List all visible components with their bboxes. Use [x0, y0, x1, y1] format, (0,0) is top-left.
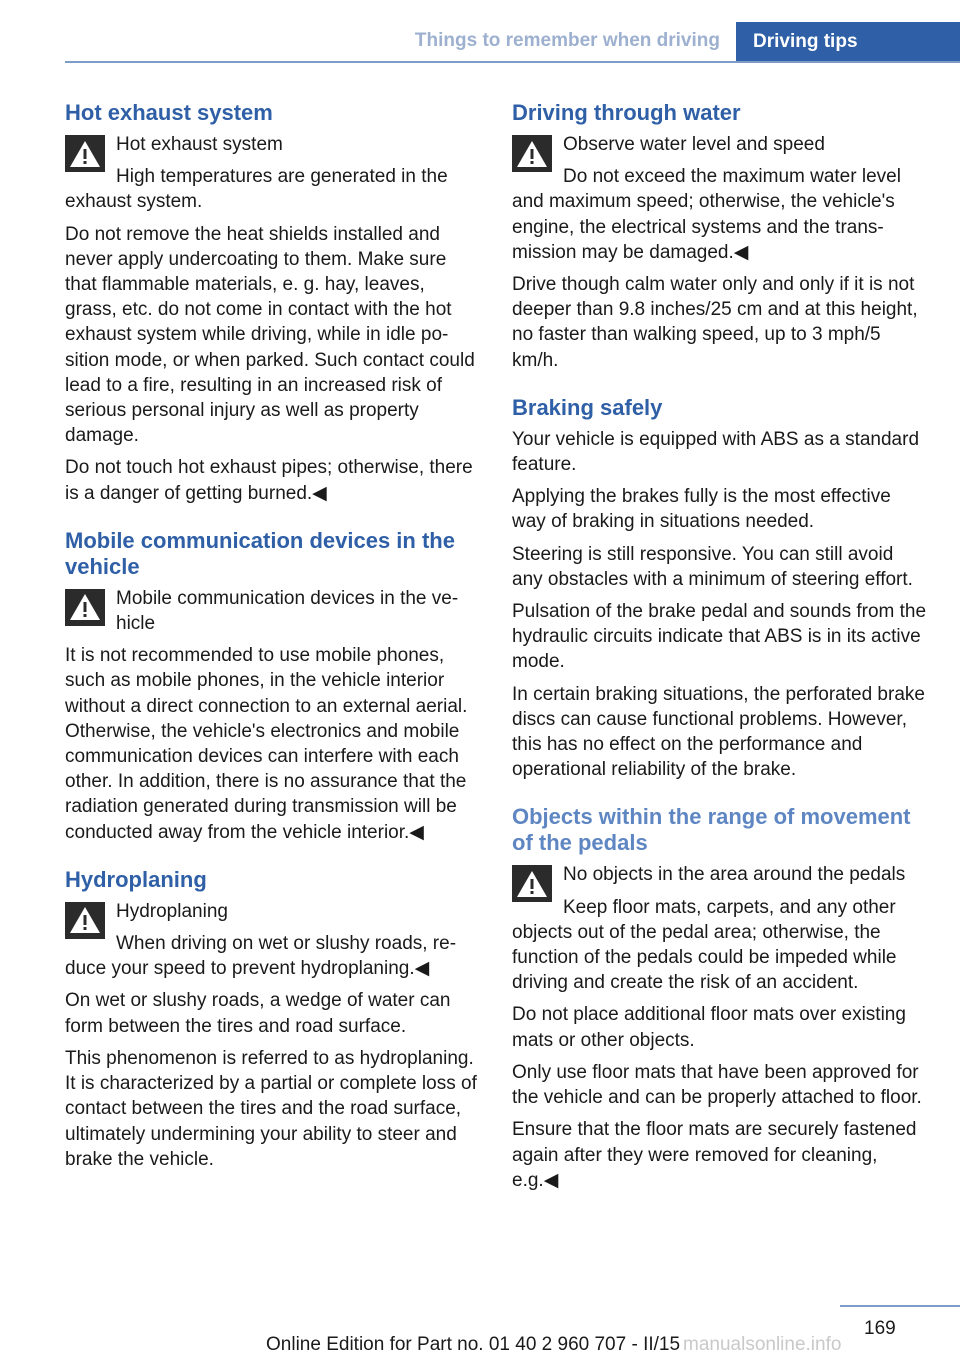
- header-rule: [65, 61, 960, 63]
- paragraph: In certain braking situations, the perforated brake discs can cause functional problems. However, this has no effect on the performance and operational reliability of the brake.: [512, 683, 925, 781]
- warning-title: Hydroplaning: [116, 900, 228, 922]
- section-driving-through-water: [512, 100, 927, 373]
- page-number: 169: [864, 1318, 896, 1339]
- warning-text: High temperatures are generated in the exhaust system.: [65, 166, 448, 213]
- heading-hydroplaning: Hydroplaning: [65, 866, 207, 892]
- section-pedals: [512, 804, 927, 1192]
- warning-triangle-icon: [65, 902, 105, 939]
- warning-title: Hot exhaust system: [116, 134, 283, 155]
- section-braking-safely: [512, 395, 927, 783]
- section-mobile-devices: [65, 528, 480, 845]
- warning-hot-exhaust: [65, 132, 480, 215]
- running-header-section: Things to remember when driving: [414, 30, 720, 51]
- warning-text: Do not exceed the maximum water level and maximum speed; otherwise, the vehicle's engine, the electrical systems and the transmission may be damaged.◀: [512, 166, 901, 263]
- paragraph: Only use floor mats that have been approved for the vehicle and can be properly attached to floor.: [512, 1061, 922, 1109]
- section-hydroplaning: [65, 867, 480, 1172]
- paragraph: Applying the brakes fully is the most effective way of braking in situations needed.: [512, 486, 891, 533]
- footer-rule: [840, 1305, 960, 1307]
- warning-triangle-icon: [512, 135, 552, 172]
- paragraph: Pulsation of the brake pedal and sounds from the hydraulic circuits indicate that ABS is in its active mode.: [512, 601, 927, 673]
- paragraph: Do not place additional floor mats over existing mats or other objects.: [512, 1004, 906, 1051]
- heading-driving-through-water: Driving through water: [512, 100, 741, 125]
- paragraph: Your vehicle is equipped with ABS as a standard feature.: [512, 428, 920, 476]
- warning-title: Mobile communication devices in the vehicle: [116, 587, 459, 635]
- heading-mobile-devices: Mobile communication devices in the vehicle: [65, 527, 455, 579]
- paragraph: This phenomenon is referred to as hydroplaning. It is characterized by a partial or complete loss of contact between the tires and the road surface, ultimately undermining your ability to steer and brake the vehicle.: [65, 1047, 477, 1170]
- warning-mobile-devices: [65, 586, 480, 636]
- heading-hot-exhaust: Hot exhaust system: [65, 100, 273, 125]
- right-column: [512, 100, 927, 1215]
- warning-water-level: [512, 132, 927, 265]
- section-hot-exhaust: [65, 100, 480, 506]
- warning-triangle-icon: [65, 135, 105, 172]
- warning-title: Observe water level and speed: [563, 134, 825, 155]
- paragraph: Do not touch hot exhaust pipes; otherwise, there is a danger of getting burned.◀: [65, 457, 473, 504]
- heading-braking-safely: Braking safely: [512, 394, 663, 420]
- paragraph: Steering is still responsive. You can still avoid any obstacles with a minimum of steering effort.: [512, 543, 913, 590]
- paragraph: Drive though calm water only and only if it is not deeper than 9.8 inches/25 cm and at this height, no faster than walking speed, up to 3 mph/5 km/h.: [512, 274, 918, 371]
- warning-triangle-icon: [65, 589, 105, 626]
- warning-triangle-icon: [512, 865, 552, 902]
- paragraph: It is not recommended to use mobile phones, such as mobile phones, in the vehicle interior without a direct connection to an external aerial. Otherwise, the vehicle's electronics and mobile communication devices can interfere with each other. In addition, there is no assurance that the radiation generated during transmission will be conducted away from the vehicle interior.◀: [65, 645, 468, 843]
- paragraph: Ensure that the floor mats are securely fastened again after they were removed for cleaning, e.g.◀: [512, 1119, 917, 1191]
- warning-hydroplaning: [65, 899, 480, 982]
- warning-text: When driving on wet or slushy roads, reduce your speed to prevent hydroplaning.◀: [65, 933, 457, 980]
- warning-title: No objects in the area around the pedals: [563, 864, 906, 886]
- running-header-tab: Driving tips: [736, 22, 960, 63]
- edition-line: Online Edition for Part no. 01 40 2 960 707 - II/15: [266, 1334, 681, 1355]
- paragraph: Do not remove the heat shields installed and never apply undercoating to them. Make sure that flammable materials, e. g. hay, leaves, grass, etc. do not come in contact with the hot exhaust system while driving, while in idle position mode, or when parked. Such contact could lead to a fire, resulting in an increased risk of serious personal injury as well as property damage.: [65, 223, 475, 447]
- watermark: manualsonline.info: [683, 1334, 842, 1355]
- warning-text: Keep floor mats, carpets, and any other objects out of the pedal area; otherwise, the function of the pedals could be impeded while driving and create the risk of an accident.: [512, 896, 897, 994]
- heading-pedals: Objects within the range of movement of the pedals: [512, 804, 911, 856]
- left-column: [65, 100, 480, 1194]
- warning-pedals: [512, 862, 927, 995]
- paragraph: On wet or slushy roads, a wedge of water can form between the tires and road surface.: [65, 990, 451, 1037]
